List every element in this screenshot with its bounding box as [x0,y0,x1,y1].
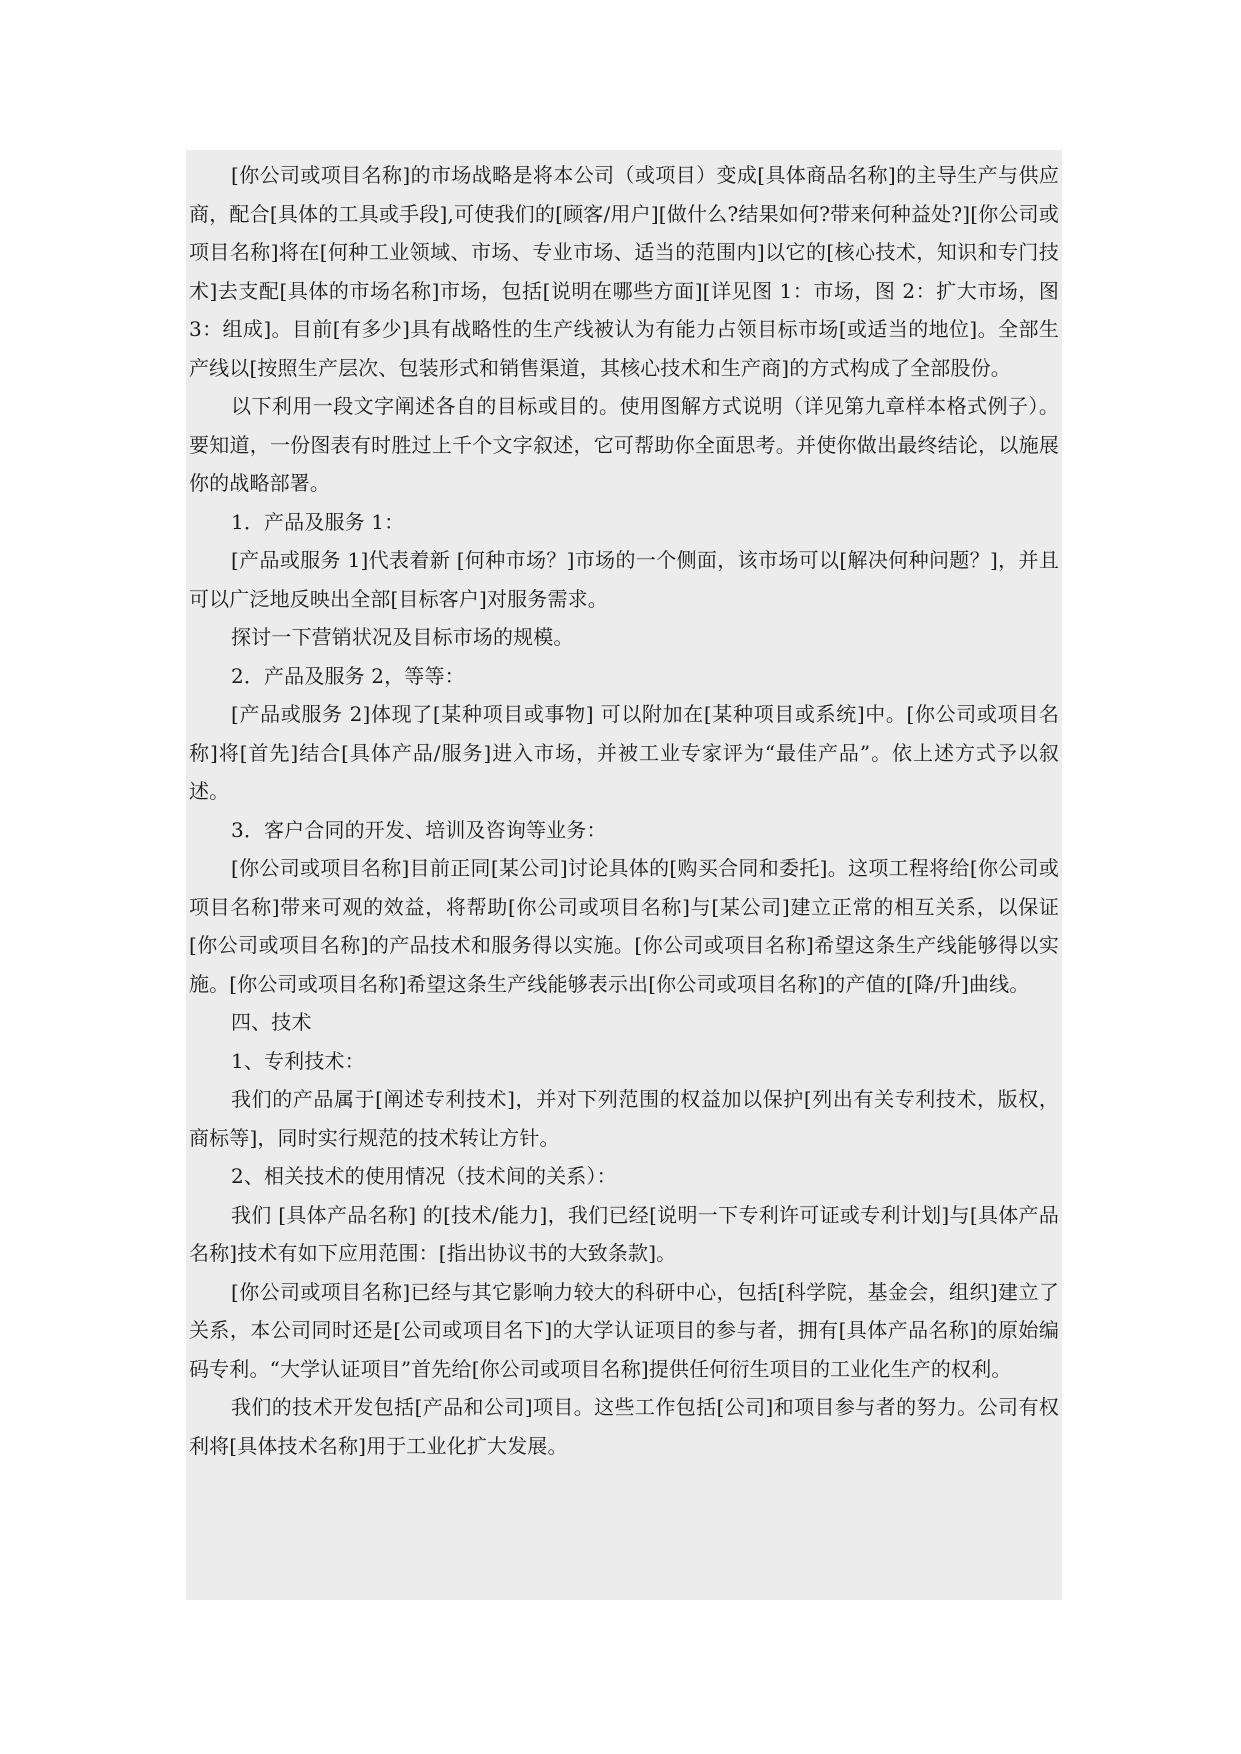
paragraph-technology-development: 我们的技术开发包括[产品和公司]项目。这些工作包括[公司]和项目参与者的努力。公司有权利将[具体技术名称]用于工业化扩大发展。 [189,1395,1059,1458]
paragraph-product-service-2: [产品或服务 2]体现了[某种项目或事物] 可以附加在[某种项目或系统]中。[你公司或项目名称]将[首先]结合[具体产品/服务]进入市场，并被工业专家评为“最佳产品”。依上述方式予以叙述。 [189,702,1059,803]
heading-product-service-1: 1．产品及服务 1： [231,509,405,534]
heading-technology: 四、技术 [231,1010,312,1034]
paragraph-related-technology: 我们 [具体产品名称] 的[技术/能力]，我们已经[说明一下专利许可证或专利计划]与[具体产品名称]技术有如下应用范围：[指出协议书的大致条款]。 [189,1202,1059,1265]
document-body [186,150,1062,1600]
paragraph-patent-technology: 我们的产品属于[阐述专利技术]，并对下列范围的权益加以保护[列出有关专利技术，版权，商标等]，同时实行规范的技术转让方针。 [189,1087,1059,1150]
paragraph-goals-intro: 以下利用一段文字阐述各自的目标或目的。使用图解方式说明（详见第九章样本格式例子）。要知道，一份图表有时胜过上千个文字叙述，它可帮助你全面思考。并使你做出最终结论，以施展你的战略部署。 [189,394,1059,495]
paragraph-research-centers: [你公司或项目名称]已经与其它影响力较大的科研中心，包括[科学院，基金会，组织]建立了关系，本公司同时还是[公司或项目名下]的大学认证项目的参与者，拥有[具体产品名称]的原始编码专利。“大学认证项目”首先给[你公司或项目名称]提供任何衍生项目的工业化生产的权利。 [189,1279,1059,1381]
paragraph-product-service-1: [产品或服务 1]代表着新 [何种市场？]市场的一个侧面，该市场可以[解决何种问题？]，并且可以广泛地反映出全部[目标客户]对服务需求。 [189,548,1059,611]
heading-customer-contracts: 3．客户合同的开发、培训及咨询等业务： [231,817,607,842]
paragraph-market-scale: 探讨一下营销状况及目标市场的规模。 [231,625,574,649]
paragraph-customer-contracts: [你公司或项目名称]目前正同[某公司]讨论具体的[购买合同和委托]。这项工程将给[你公司或项目名称]带来可观的效益，将帮助[你公司或项目名称]与[某公司]建立正常的相互关系，以保证[你公司或项目名称]的产品技术和服务得以实施。[你公司或项目名称]希望这条生产线能够得以实施。[你公司或项目名称]希望这条生产线能够表示出[你公司或项目名称]的产值的[降/升]曲线。 [189,856,1059,996]
paragraph-market-strategy: [你公司或项目名称]的市场战略是将本公司（或项目）变成[具体商品名称]的主导生产与供应商，配合[具体的工具或手段],可使我们的[顾客/用户][做什么?结果如何?带来何种益处?][你公司或项目名称]将在[何种工业领域、市场、专业市场、适当的范围内]以它的[核心技术，知识和专门技术]去支配[具体的市场名称]市场，包括[说明在哪些方面][详见图 1：市场，图 2：扩大市场，图 3：组成]。目前[有多少]具有战略性的生产线被认为有能力占领目标市场[或适当的地位]。全部生产线以[按照生产层次、包装形式和销售渠道，其核心技术和生产商]的方式构成了全部股份。 [189,163,1059,380]
heading-product-service-2: 2．产品及服务 2，等等： [231,663,465,688]
heading-patent-technology: 1、专利技术： [231,1048,365,1073]
heading-related-technology: 2、相关技术的使用情况（技术间的关系）： [231,1164,617,1188]
